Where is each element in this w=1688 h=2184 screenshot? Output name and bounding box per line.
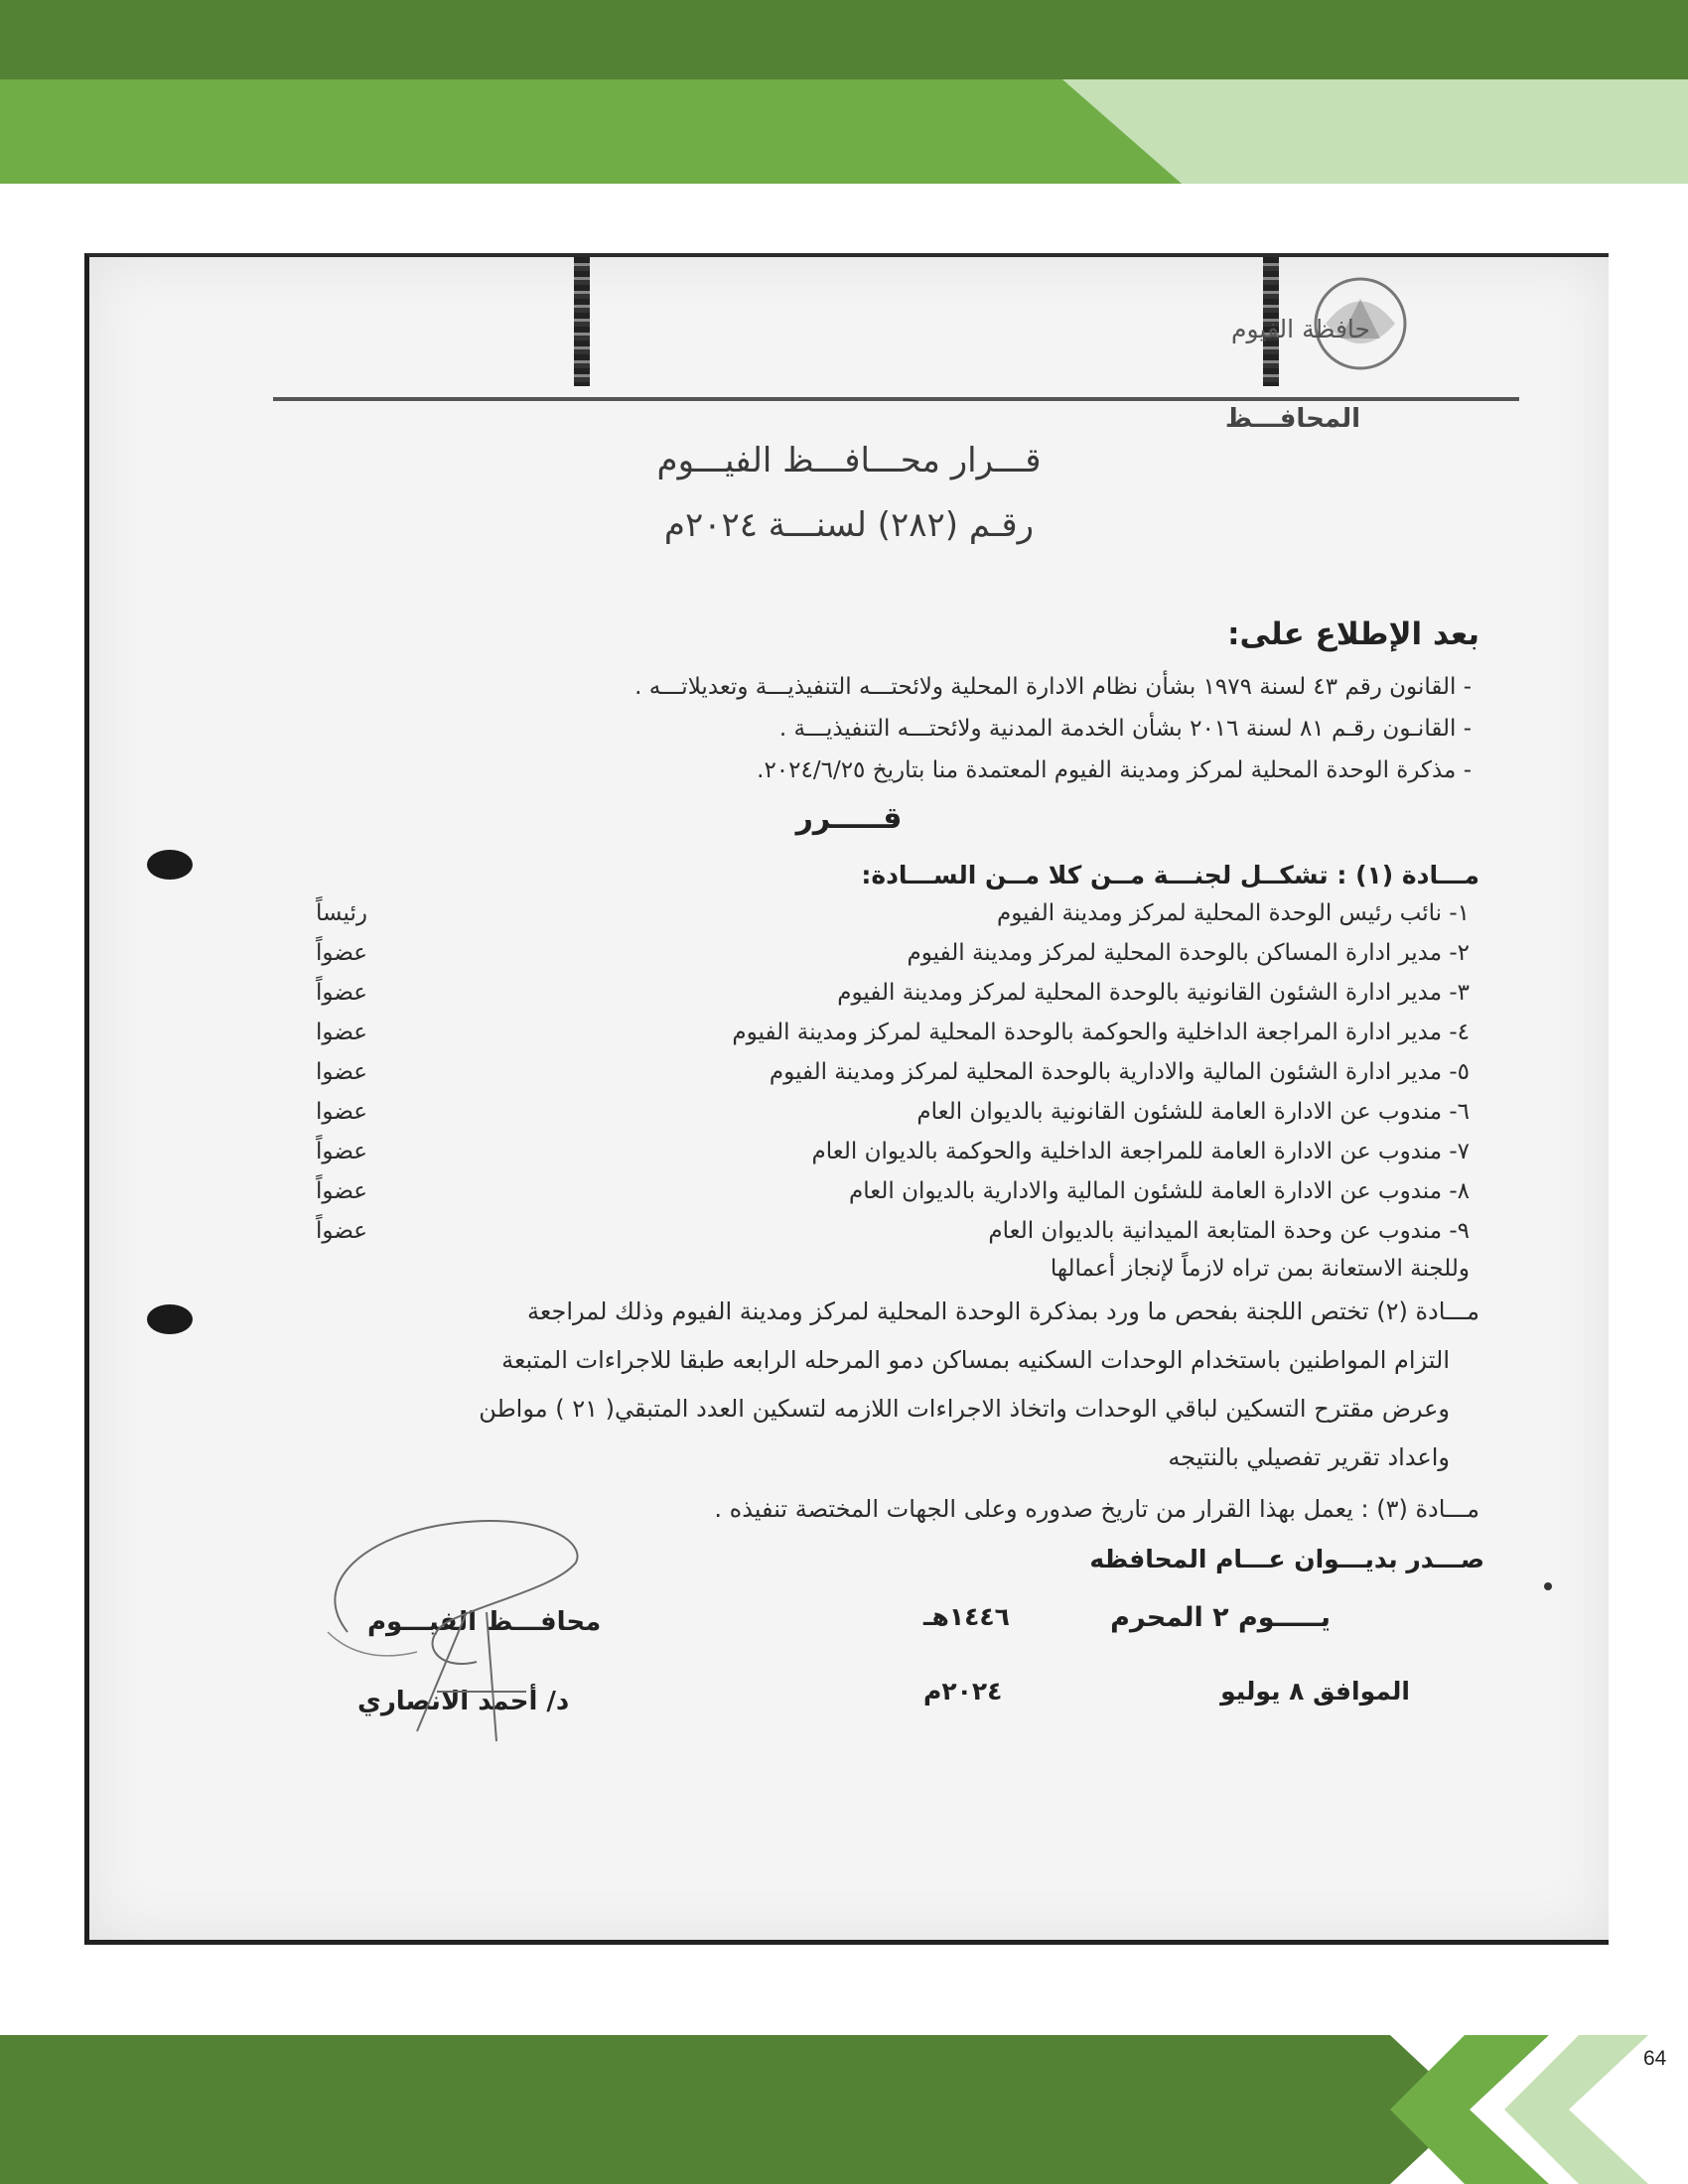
signature <box>288 1493 645 1751</box>
member-text: ٩- مندوب عن وحدة المتابعة الميدانية بالديوان العام <box>988 1218 1470 1244</box>
member-text: ٧- مندوب عن الادارة العامة للمراجعة الداخلية والحوكمة بالديوان العام <box>811 1139 1470 1164</box>
header-rule <box>273 397 1519 401</box>
governorate-name: حافظة الفيوم <box>1230 315 1370 343</box>
member-text: ٣- مدير ادارة الشئون القانونية بالوحدة المحلية لمركز ومدينة الفيوم <box>837 980 1470 1006</box>
decree-number: رقـم (٢٨٢) لسنـــة ٢٠٢٤م <box>663 505 1035 545</box>
member-row <box>89 1059 1609 1097</box>
article1-heading: مـــادة (١) : تشكــل لجنـــة مــن كلا مــن الســـادة: <box>861 861 1479 889</box>
signatory-title: محافـــظ الفيـــوم <box>367 1607 602 1637</box>
day-label: يـــــوم ٢ المحرم <box>1110 1602 1331 1633</box>
member-row <box>89 1218 1609 1256</box>
member-role: عضواً <box>316 1218 367 1244</box>
member-role: عضواً <box>316 1139 367 1164</box>
article2-line: واعداد تقرير تفصيلي بالنتيجه <box>1168 1443 1450 1471</box>
member-role: عضوا <box>316 1020 367 1045</box>
signatory-name: د/ أحمد الانصاري <box>357 1687 570 1716</box>
member-row <box>89 940 1609 978</box>
page-number: 64 <box>1643 2047 1667 2070</box>
member-text: ١- نائب رئيس الوحدة المحلية لمركز ومدينة الفيوم <box>997 900 1470 926</box>
member-text: ٨- مندوب عن الادارة العامة للشئون المالية والادارية بالديوان العام <box>849 1178 1470 1204</box>
article2-line: مـــادة (٢) تختص اللجنة بفحص ما ورد بمذكرة الوحدة المحلية لمركز ومدينة الفيوم وذلك لمراجعة <box>527 1297 1479 1325</box>
staple-mark-left <box>574 257 590 386</box>
decree-title: قـــرار محـــافـــظ الفيـــوم <box>656 441 1042 480</box>
article2-line: التزام المواطنين باستخدام الوحدات السكنيه بمساكن دمو المرحله الرابعه طبقا للاجراءات المتبعة <box>501 1346 1450 1374</box>
member-text: ٤- مدير ادارة المراجعة الداخلية والحوكمة بالوحدة المحلية لمركز ومدينة الفيوم <box>732 1020 1470 1045</box>
office-label: المحافـــظ <box>1224 404 1360 434</box>
preamble-item: - القانـون رقـم ٨١ لسنة ٢٠١٦ بشأن الخدمة المدنية ولائحتـــه التنفيذيـــة . <box>778 716 1472 742</box>
punch-hole <box>147 1304 193 1334</box>
member-row <box>89 1139 1609 1176</box>
member-role: عضوا <box>316 1059 367 1085</box>
committee-note: وللجنة الاستعانة بمن تراه لازماً لإنجاز أعمالها <box>1050 1256 1470 1282</box>
preamble-heading: بعد الإطلاع على: <box>1227 616 1479 652</box>
scan-speck <box>1544 1582 1552 1590</box>
member-row <box>89 1099 1609 1137</box>
member-role: عضواً <box>316 1178 367 1204</box>
member-row <box>89 980 1609 1018</box>
member-role: عضوا <box>316 1099 367 1125</box>
member-row <box>89 900 1609 938</box>
member-row <box>89 1020 1609 1057</box>
preamble-item: - القانون رقم ٤٣ لسنة ١٩٧٩ بشأن نظام الادارة المحلية ولائحتـــه التنفيذيـــة وتعديلاتـــه . <box>634 674 1472 700</box>
member-role: رئيساً <box>316 900 367 926</box>
member-row <box>89 1178 1609 1216</box>
member-text: ٢- مدير ادارة المساكن بالوحدة المحلية لمركز ومدينة الفيوم <box>907 940 1470 966</box>
punch-hole <box>147 850 193 880</box>
hijri-year: ١٤٤٦هـ <box>923 1602 1010 1631</box>
preamble-item: - مذكرة الوحدة المحلية لمركز ومدينة الفيوم المعتمدة منا بتاريخ ٢٠٢٤/٦/٢٥. <box>757 757 1472 783</box>
issued-at: صـــدر بديـــوان عـــام المحافظه <box>1089 1545 1484 1573</box>
member-role: عضواً <box>316 980 367 1006</box>
header-band-light <box>0 0 1688 184</box>
corresponding-label: الموافق ٨ يوليو <box>1220 1677 1410 1706</box>
member-text: ٦- مندوب عن الادارة العامة للشئون القانونية بالديوان العام <box>916 1099 1470 1125</box>
article3: مـــادة (٣) : يعمل بهذا القرار من تاريخ صدوره وعلى الجهات المختصة تنفيذه . <box>714 1495 1479 1523</box>
footer-bands <box>0 2035 1688 2184</box>
gregorian-year: ٢٠٢٤م <box>923 1677 1003 1706</box>
decision-heading: قـــــرر <box>795 801 903 836</box>
scanned-decree <box>84 253 1609 1945</box>
article2-line: وعرض مقترح التسكين لباقي الوحدات واتخاذ الاجراءات اللازمه لتسكين العدد المتبقي( ٢١ ) مواطن <box>479 1395 1450 1423</box>
member-role: عضواً <box>316 940 367 966</box>
member-text: ٥- مدير ادارة الشئون المالية والادارية بالوحدة المحلية لمركز ومدينة الفيوم <box>769 1059 1470 1085</box>
